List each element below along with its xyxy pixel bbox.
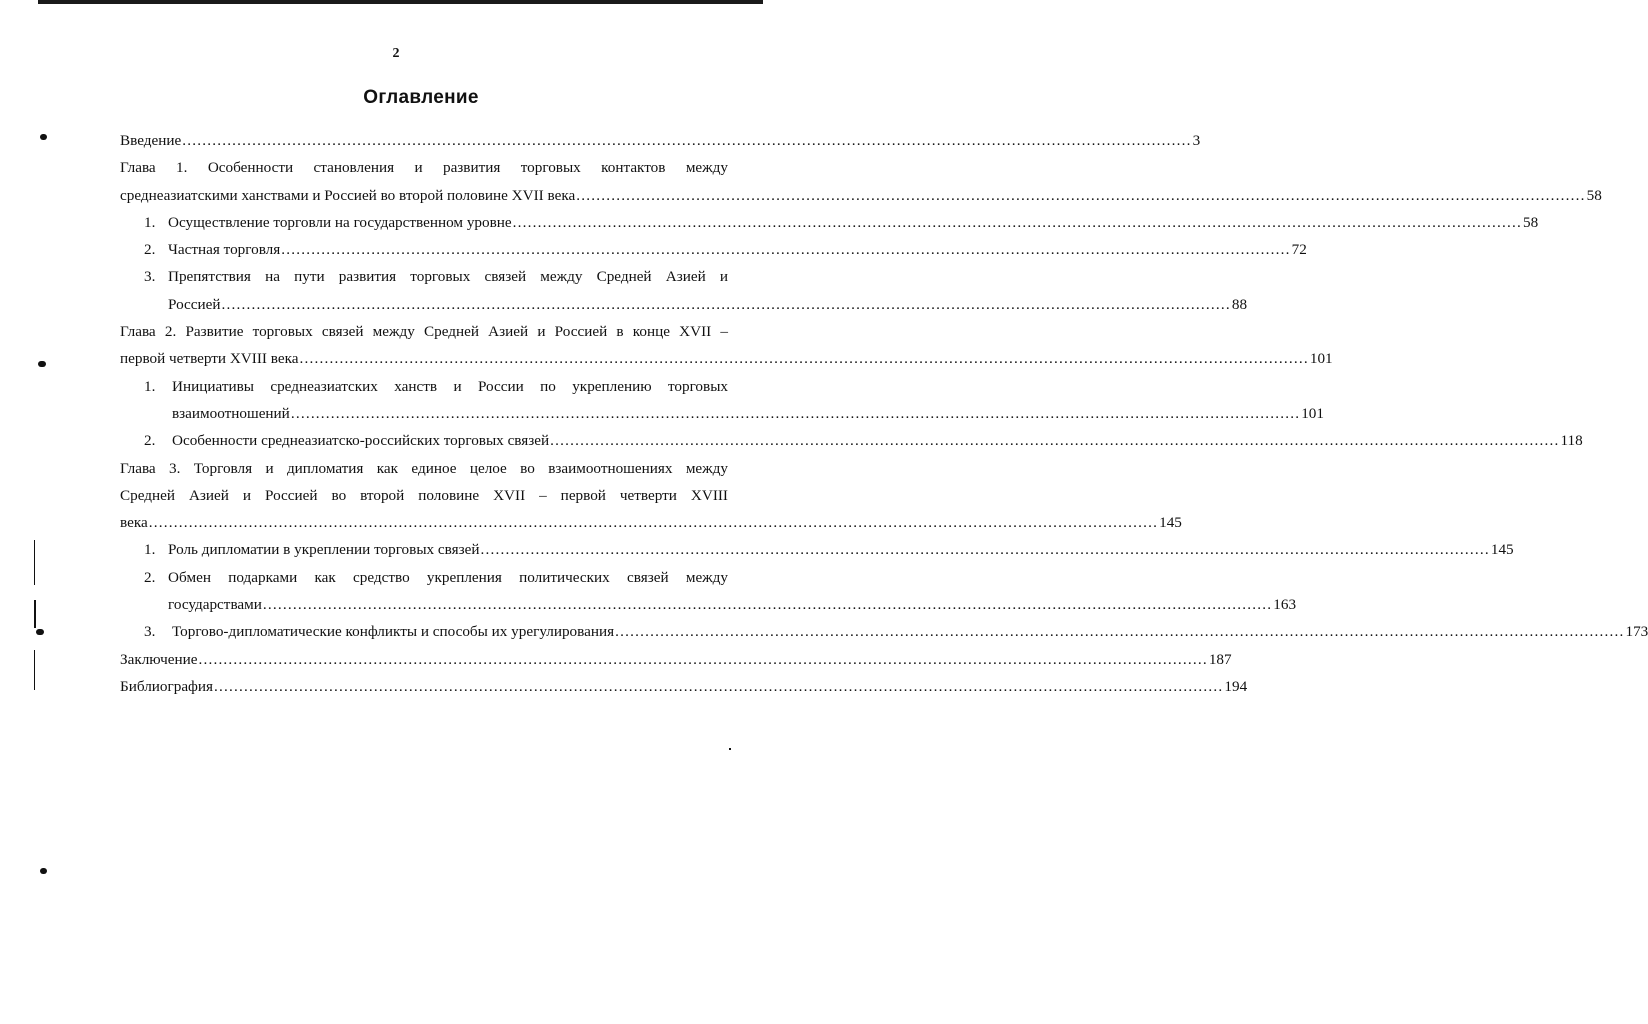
scan-mark — [40, 134, 47, 140]
toc-entry-2-1[interactable] — [120, 373, 1324, 428]
toc-entry-label: Глава 2. Развитие торговых связей между Средней Азией и Россией в конце XVII – — [120, 323, 728, 341]
toc-entry-number: 3. — [144, 268, 156, 286]
toc-entry-intro[interactable] — [120, 127, 1201, 154]
toc-entry-label: Препятствия на пути развития торговых связей между Средней Азией и — [168, 268, 728, 286]
scan-mark — [729, 748, 731, 750]
scan-mark — [34, 650, 35, 690]
toc-entry-chapter-2[interactable] — [120, 318, 1333, 373]
toc-entry-3-3[interactable] — [120, 618, 1648, 645]
page-title: Оглавление — [363, 87, 479, 108]
dot-leader — [480, 536, 1489, 563]
toc-entry-label: Средней Азией и Россией во второй половине XVII – первой четверти XVIII — [120, 486, 728, 504]
toc-entry-number: 1. — [144, 213, 156, 231]
toc-entry-label: Россией — [168, 295, 221, 313]
dot-leader — [615, 618, 1624, 645]
dot-leader — [182, 127, 1191, 154]
toc-entry-label: Роль дипломатии в укреплении торговых связей — [168, 541, 480, 559]
scan-mark — [38, 361, 46, 367]
dot-leader — [198, 646, 1207, 673]
dot-leader — [291, 400, 1300, 427]
scan-mark — [40, 868, 47, 874]
toc-entry-1-3[interactable] — [120, 263, 1248, 318]
toc-page-number: 58 — [1586, 186, 1602, 204]
toc-entry-3-2[interactable] — [120, 564, 1297, 619]
toc-entry-3-1[interactable] — [120, 536, 1514, 563]
dot-leader — [214, 673, 1223, 700]
toc-entry-label: Библиография — [120, 677, 214, 695]
toc-entry-chapter-3[interactable] — [120, 455, 1182, 537]
toc-page-number: 145 — [1490, 541, 1514, 559]
top-scan-border — [38, 0, 763, 4]
toc-page-number: 3 — [1192, 132, 1201, 149]
toc-entry-1-2[interactable] — [120, 236, 1307, 263]
toc-entry-label: Инициативы среднеазиатских ханств и России по укреплению торговых — [172, 377, 728, 395]
toc-page-number: 88 — [1231, 295, 1248, 313]
toc-entry-label: Торгово-дипломатические конфликты и способы их урегулирования — [172, 623, 615, 641]
toc-entry-label: Осуществление торговли на государственном уровне — [168, 213, 512, 231]
toc-page-number: 173 — [1625, 623, 1648, 641]
toc-entry-label: первой четверти XVIII века — [120, 350, 299, 368]
toc-entry-label: Частная торговля — [168, 241, 281, 259]
toc-entry-label: Глава 3. Торговля и дипломатия как единое целое во взаимоотношениях между — [120, 459, 728, 477]
toc-entry-label: взаимоотношений — [172, 404, 290, 422]
toc-entry-bibliography[interactable] — [120, 673, 1248, 700]
toc-entry-label: Особенности среднеазиатско-российских торговых связей — [172, 432, 550, 450]
table-of-contents — [120, 127, 1648, 700]
toc-entry-number: 2. — [144, 568, 156, 586]
dot-leader — [149, 509, 1158, 536]
toc-page-number: 194 — [1224, 677, 1248, 695]
toc-entry-label: Обмен подарками как средство укрепления политических связей между — [168, 568, 728, 586]
toc-entry-label: Введение — [120, 132, 182, 149]
toc-page-number: 145 — [1159, 514, 1182, 532]
toc-entry-label: Заключение — [120, 650, 198, 668]
toc-page-number: 187 — [1208, 650, 1232, 668]
dot-leader — [576, 182, 1585, 209]
dot-leader — [550, 427, 1559, 454]
toc-page-number: 163 — [1273, 596, 1297, 614]
toc-page-number: 58 — [1523, 213, 1539, 231]
toc-entry-chapter-1[interactable] — [120, 154, 1602, 209]
toc-entry-label: среднеазиатскими ханствами и Россией во второй половине XVII века — [120, 186, 576, 204]
toc-entry-2-2[interactable] — [120, 427, 1583, 454]
toc-entry-number: 1. — [144, 541, 156, 559]
toc-entry-label: Глава 1. Особенности становления и развития торговых контактов между — [120, 159, 728, 177]
toc-entry-number: 2. — [144, 241, 156, 259]
toc-page-number: 72 — [1291, 241, 1307, 259]
toc-entry-number: 2. — [144, 432, 156, 450]
toc-entry-1-1[interactable] — [120, 209, 1539, 236]
scan-mark — [34, 540, 35, 585]
toc-page-number: 118 — [1560, 432, 1583, 450]
toc-page-number: 101 — [1301, 404, 1324, 422]
scan-mark — [34, 600, 36, 628]
toc-page-number: 101 — [1309, 350, 1333, 368]
dot-leader — [513, 209, 1522, 236]
dot-leader — [299, 345, 1308, 372]
scan-mark — [36, 629, 44, 635]
toc-entry-label: государствами — [168, 596, 262, 614]
toc-entry-conclusion[interactable] — [120, 646, 1232, 673]
toc-entry-label: века — [120, 514, 148, 532]
toc-entry-number: 3. — [144, 623, 156, 641]
page-number: 2 — [392, 46, 400, 61]
dot-leader — [222, 291, 1231, 318]
dot-leader — [281, 236, 1290, 263]
dot-leader — [263, 591, 1272, 618]
toc-entry-number: 1. — [144, 377, 156, 395]
